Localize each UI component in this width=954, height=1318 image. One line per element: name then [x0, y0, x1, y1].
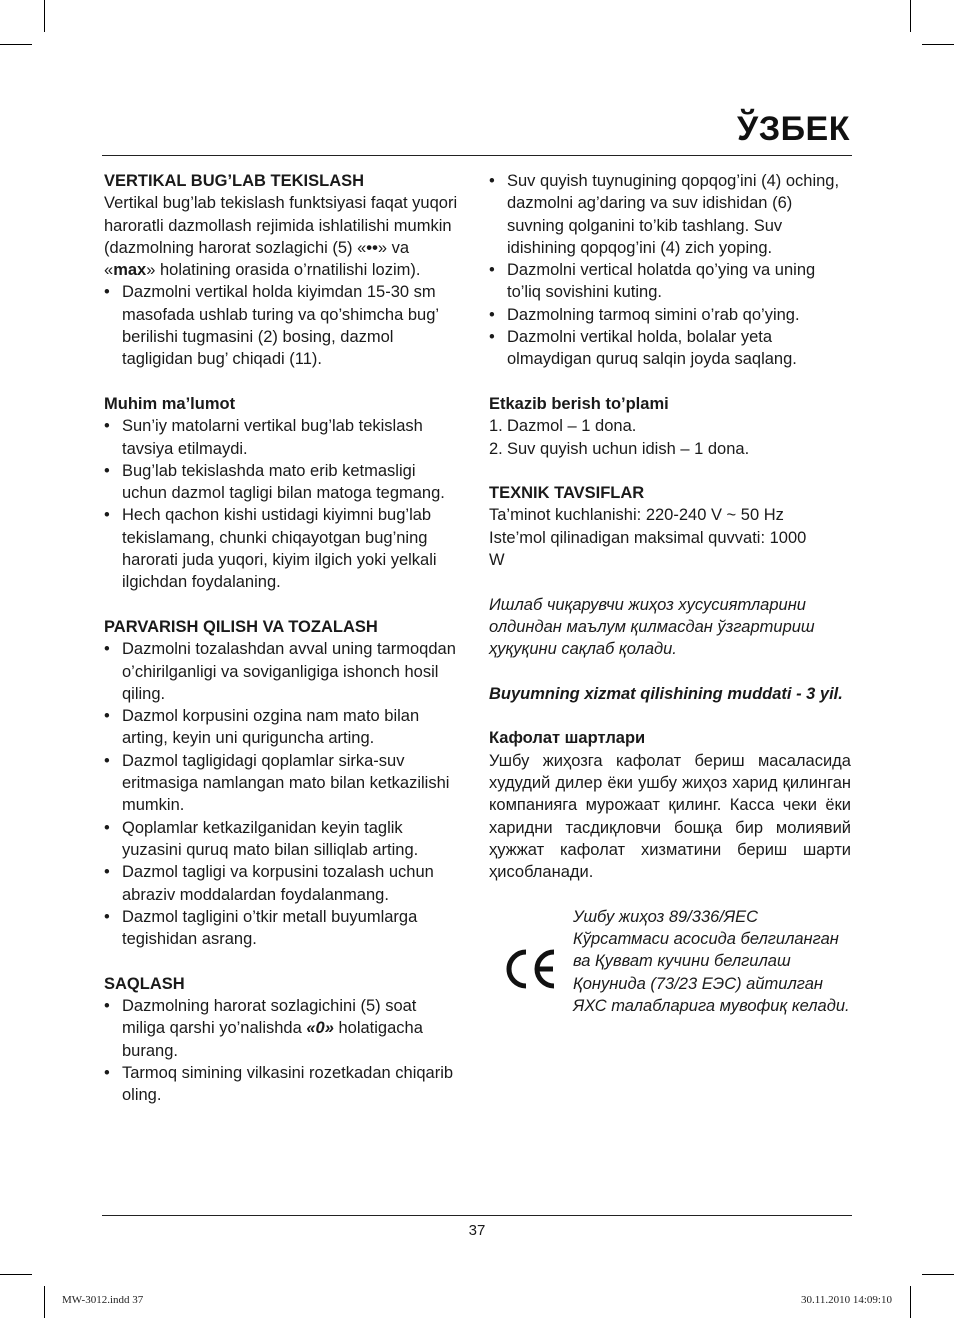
crop-mark: [44, 1286, 45, 1318]
crop-mark: [0, 44, 32, 45]
list-number: 2.: [489, 439, 503, 458]
list-item-text: Qoplamlar ketkazilganidan keyin taglik yuzasini quruq mato bilan silliqlab arting.: [122, 818, 419, 859]
section-cleaning: [104, 616, 464, 950]
text-run: holatigacha burang.: [122, 1019, 423, 1060]
list-item: [489, 304, 851, 326]
bottom-rule: [102, 1215, 852, 1216]
bullet-icon: •: [104, 461, 110, 480]
list-item-text: Tarmoq simining vilkasini rozetkadan chiqarib oling.: [122, 1063, 454, 1105]
warranty-text: Ушбу жиҳозга кафолат бериш масаласида худудий дилер ёки ушбу жиҳоз харид қилинган компанияга мурожаат қилинг. Касса чеки ёки харидни тасдиқловчи бошқа бир молиявий ҳужжат кафолат хизматини бериш шарти ҳисобланади.: [489, 751, 851, 882]
list-item-text: Dazmol – 1 dona.: [507, 417, 637, 436]
bullet-icon: •: [104, 417, 110, 436]
left-column: [104, 170, 464, 1129]
list-item-text: Dazmolni vertical holatda qo’ying va uning to’liq sovishini kuting.: [507, 261, 816, 302]
bullet-list: [104, 638, 464, 950]
list-item-text: Dazmol tagligi va korpusini tozalash uchun abraziv moddalardan foydalanmang.: [122, 863, 434, 904]
ce-mark-icon: [503, 946, 559, 992]
list-item-text: Dazmolning tarmoq simini o’rab qo’ying.: [507, 305, 800, 324]
list-item-text: Dazmolni vertikal holda kiyimdan 15-30 sm masofada ushlab turing va qo’shimcha bug’ berilishi tugmasini (2) bosing, dazmol tagligidan bug’ chiqadi (11).: [122, 283, 439, 369]
bullet-icon: •: [104, 751, 110, 770]
bullet-icon: •: [104, 863, 110, 882]
bullet-list: [489, 170, 851, 371]
list-item-text: Hech qachon kishi ustidagi kiyimni bug’lab tekislamang, chunki chiqayotgan bug’ning harorati juda yuqori, kiyim ilgich yoki yelkali ilgichdan foydalaning.: [122, 506, 437, 592]
list-item: [104, 460, 464, 505]
section-storage-continued: [489, 170, 851, 371]
ce-compliance: [489, 906, 851, 1046]
bullet-icon: •: [104, 640, 110, 659]
bullet-list: [104, 995, 464, 1106]
text-run: «0»: [306, 1019, 334, 1038]
text-run: Dazmolning harorat sozlagichini (5) soat miliga qarshi yo’nalishda: [122, 996, 417, 1038]
list-item: [489, 259, 851, 304]
text-run: » holatining orasida o’rnatilishi lozim).: [146, 261, 421, 280]
bullet-list: [104, 415, 464, 593]
section-heading: PARVARISH QILISH VA TOZALASH: [104, 617, 378, 636]
bullet-list: [104, 281, 464, 370]
list-item: [104, 415, 464, 460]
bullet-icon: •: [489, 172, 495, 190]
bullet-icon: •: [104, 506, 110, 525]
list-item-text: Dazmolni tozalashdan avval uning tarmoqdan o’chirilganligi va soviganligiga ishonch hosil qiling.: [122, 640, 456, 703]
numbered-list: [489, 415, 851, 460]
list-item: [104, 817, 464, 862]
list-item: [104, 750, 464, 817]
list-item: [489, 170, 851, 259]
bullet-icon: •: [104, 818, 110, 837]
crop-mark: [922, 44, 954, 45]
section-heading: Muhim ma’lumot: [104, 394, 236, 413]
crop-mark: [44, 0, 45, 32]
list-item: [104, 281, 464, 370]
list-item: [104, 861, 464, 906]
bullet-icon: •: [104, 996, 110, 1015]
list-item: [489, 326, 851, 371]
text-run: Vertikal bug’lab tekislash funktsiyasi faqat yuqori haroratli dazmollash rejimida ishlatilishi mumkin (dazmolning harorat sozlagichi (5) «: [104, 194, 458, 257]
list-item: [104, 504, 464, 593]
crop-mark: [910, 1286, 911, 1318]
section-important: [104, 393, 464, 594]
list-item: [104, 705, 464, 750]
section-vertical-steam: [104, 170, 464, 371]
list-item-text: Sun’iy matolarni vertikal bug’lab tekislash tavsiya etilmaydi.: [122, 417, 423, 458]
ce-compliance-text: Ушбу жиҳоз 89/336/ЯЕС Кўрсатмаси асосида белгиланган ва Қувват кучини белгилаш Қонунида (73/23 ЕЭС) айтилган ЯХС талабларига мувофиқ келади.: [573, 907, 850, 1015]
section-warranty: [489, 727, 851, 883]
list-item-text: Bug’lab tekislashda mato erib ketmasligi uchun dazmol tagligi bilan matoga tegmang.: [122, 461, 445, 503]
list-item-text: Dazmol tagligidagi qoplamlar sirka-suv eritmasiga namlangan mato bilan ketkazilishi mumkin.: [122, 751, 450, 815]
page-title: ЎЗБЕК: [737, 110, 850, 148]
print-slug-date: 30.11.2010 14:09:10: [801, 1294, 892, 1306]
section-heading: Etkazib berish to’plami: [489, 394, 669, 413]
list-item-text: Suv quyish uchun idish – 1 dona.: [507, 439, 750, 458]
spec-voltage: Ta’minot kuchlanishi: 220-240 V ~ 50 Hz: [489, 506, 784, 525]
text-run: ••: [366, 238, 378, 257]
bullet-icon: •: [104, 283, 110, 302]
manufacturer-note: Ишлаб чиқарувчи жиҳоз хусусиятларини олдиндан маълум қилмасдан ўзгартириш ҳуқуқини сақлаб қолади.: [489, 595, 815, 659]
list-item: [104, 906, 464, 951]
right-column: [489, 170, 851, 1046]
crop-mark: [922, 1274, 954, 1275]
list-item-text: Dazmol tagligini o’tkir metall buyumlarga tegishidan asrang.: [122, 907, 418, 949]
list-item-text: Suv quyish tuynugining qopqog’ini (4) oching, dazmolni ag’daring va suv idishidan (6) suvning qolganini to’kib tashlang. Suv idishining qopqog’ini (4) zich yoping.: [507, 172, 840, 257]
bullet-icon: •: [489, 328, 495, 347]
list-item-text: Dazmolni vertikal holda, bolalar yeta olmaydigan quruq salqin joyda saqlang.: [507, 328, 797, 369]
bullet-icon: •: [489, 261, 495, 280]
bullet-icon: •: [104, 907, 110, 926]
bullet-icon: •: [489, 305, 495, 324]
text-run: » va «: [104, 238, 410, 280]
list-item: [104, 1062, 464, 1107]
top-rule: [102, 155, 852, 156]
section-heading: Кафолат шартлари: [489, 729, 646, 748]
page-number: 37: [468, 1222, 486, 1239]
section-specs: [489, 482, 851, 571]
section-heading: SAQLASH: [104, 974, 185, 993]
section-storage: [104, 973, 464, 1107]
section-heading: VERTIKAL BUG’LAB TEKISLASH: [104, 172, 365, 190]
crop-mark: [0, 1274, 32, 1275]
bullet-icon: •: [104, 1063, 110, 1082]
spec-power: Iste’mol qilinadigan maksimal quvvati: 1000 W: [489, 528, 807, 570]
crop-mark: [910, 0, 911, 32]
service-life: Buyumning xizmat qilishining muddati - 3 yil.: [489, 684, 843, 703]
list-number: 1.: [489, 417, 503, 436]
list-item-text: Dazmol korpusini ozgina nam mato bilan arting, keyin uni quriguncha arting.: [122, 707, 420, 748]
bullet-icon: •: [104, 707, 110, 726]
section-paragraph: [104, 192, 464, 281]
section-delivery: [489, 393, 851, 460]
list-item: [489, 415, 851, 437]
section-heading: TEXNIK TAVSIFLAR: [489, 484, 645, 503]
list-item: [489, 438, 851, 460]
print-slug-file: MW-3012.indd 37: [62, 1294, 144, 1306]
list-item: [104, 995, 464, 1062]
text-run: max: [113, 261, 147, 280]
list-item: [104, 638, 464, 705]
